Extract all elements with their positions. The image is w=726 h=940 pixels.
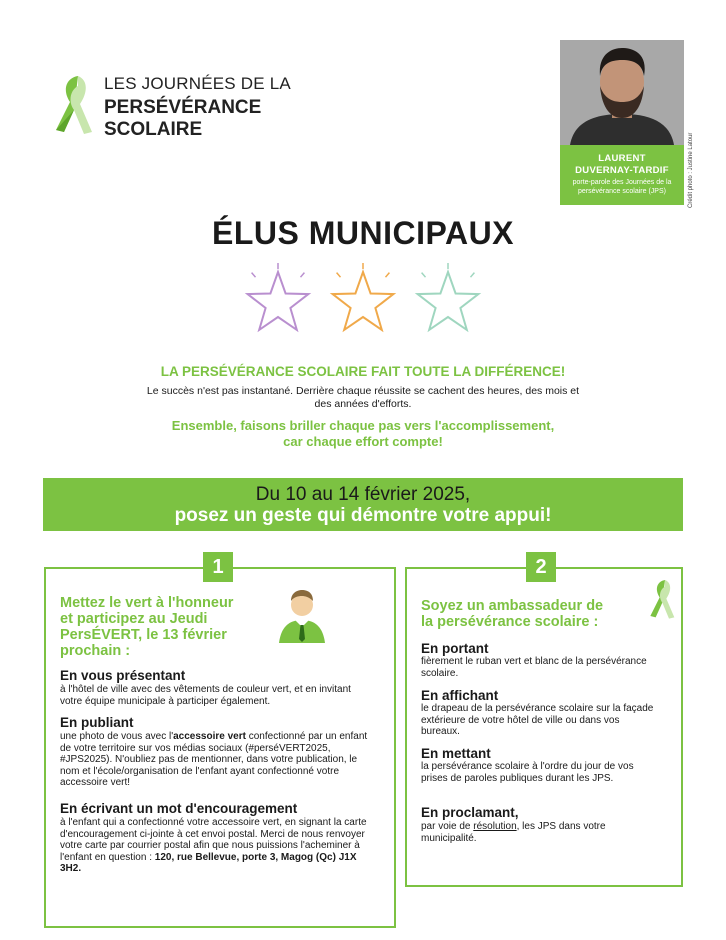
action-box-1: [44, 567, 396, 928]
resolution-link: résolution: [473, 821, 517, 832]
sparkle-ray: [337, 273, 341, 278]
together-line-1: Ensemble, faisons briller chaque pas vers l'accomplissement,: [171, 418, 555, 433]
spokesperson-last-name: DUVERNAY-TARDIF: [575, 165, 669, 176]
logo-line-3: SCOLAIRE: [104, 119, 203, 140]
box1-item3-text: à l'enfant qui a confectionné votre accessoire vert, en signant la carte d'encouragement ci-jointe à cet envoi postal. Merci de nous renvoyer votre carte par courrier postal afin que nous puissions l'acheminer à l'enfant en question : 120, rue Bellevue, porte 3, Magog (Qc) J1X 3H2.: [60, 817, 367, 875]
together-line-2: car chaque effort compte!: [283, 434, 443, 449]
box1-item2-text: une photo de vous avec l'accessoire vert confectionné par un enfant de votre territoire sur vos médias sociaux (#perséVERT2025, #JPS2025). N'oubliez pas de mentionner, dans votre publication, le nom et l'école/organisation de l'enfant ayant confectionné votre accessoire vert!: [60, 731, 368, 789]
box1-item3-title: En écrivant un mot d'encouragement: [60, 801, 298, 816]
spokesperson-card: [560, 40, 684, 205]
action-box-2: [405, 567, 683, 887]
box1-item1-text: à l'hôtel de ville avec des vêtements de couleur vert, et en invitant votre équipe municipale à participer également.: [60, 684, 351, 707]
logo-line-2: PERSÉVÉRANCE: [104, 97, 262, 118]
box1-heading-line-3: PersÉVERT, le 13 février: [60, 627, 227, 643]
star-icon: [418, 272, 479, 330]
box2-item1-text: fièrement le ruban vert et blanc de la persévérance scolaire.: [421, 656, 647, 679]
sparkle-ray: [422, 273, 426, 278]
box1-item2-title: En publiant: [60, 715, 134, 730]
box1-heading: [60, 595, 290, 659]
spokesperson-role: porte-parole des Journées de la persévérance scolaire (JPS): [572, 179, 672, 195]
sparkle-ray: [301, 273, 305, 278]
box2-item4-title: En proclamant,: [421, 805, 519, 820]
star-icon: [333, 272, 394, 330]
star-icon: [248, 272, 309, 330]
sparkle-ray: [386, 273, 390, 278]
sparkle-ray: [471, 273, 475, 278]
box2-item3-text: la persévérance scolaire à l'ordre du jour de vos prises de paroles publiques durant les JPS.: [421, 761, 634, 784]
box1-item1-title: En vous présentant: [60, 668, 186, 683]
box2-heading-line-2: la persévérance scolaire :: [421, 614, 599, 630]
step-number-1: 1: [203, 552, 233, 582]
date-banner: [43, 478, 683, 531]
banner-line-1: Du 10 au 14 février 2025,: [255, 484, 471, 505]
decorative-stars: [238, 262, 488, 342]
intro-text-line-2: des années d'efforts.: [314, 398, 412, 410]
banner-line-2: posez un geste qui démontre votre appui!: [174, 505, 552, 526]
box1-heading-line-1: Mettez le vert à l'honneur: [60, 595, 234, 611]
step-number-2: 2: [526, 552, 556, 582]
box2-item3-title: En mettant: [421, 746, 491, 761]
photo-credit: [688, 132, 698, 210]
photo-credit-text: Crédit photo : Justine Latour: [688, 132, 694, 208]
ribbon-icon: [48, 72, 96, 140]
box2-heading: [421, 598, 651, 630]
page-title: ÉLUS MUNICIPAUX: [211, 215, 515, 251]
sparkle-ray: [252, 273, 256, 278]
box2-item4-text: par voie de résolution, les JPS dans votre municipalité.: [421, 821, 606, 844]
intro-text-line-1: Le succès n'est pas instantané. Derrière chaque réussite se cachent des heures, des mois et: [146, 385, 580, 397]
spokesperson-photo: [560, 40, 684, 145]
box2-heading-line-1: Soyez un ambassadeur de: [421, 598, 604, 614]
logo-line-1: LES JOURNÉES DE LA: [104, 74, 291, 93]
jps-logo: [48, 70, 291, 145]
box1-heading-line-2: et participez au Jeudi: [60, 611, 208, 627]
box2-item2-title: En affichant: [421, 688, 499, 703]
person-icon: [273, 587, 331, 645]
slogan: LA PERSÉVÉRANCE SCOLAIRE FAIT TOUTE LA DIFFÉRENCE!: [160, 364, 566, 379]
box2-item1-title: En portant: [421, 641, 489, 656]
ribbon-icon: [645, 577, 677, 623]
box2-item2-text: le drapeau de la persévérance scolaire sur la façade extérieure de votre hôtel de ville ou dans vos bureaux.: [421, 703, 654, 738]
box1-heading-line-4: prochain :: [60, 643, 131, 659]
spokesperson-first-name: LAURENT: [598, 153, 646, 164]
